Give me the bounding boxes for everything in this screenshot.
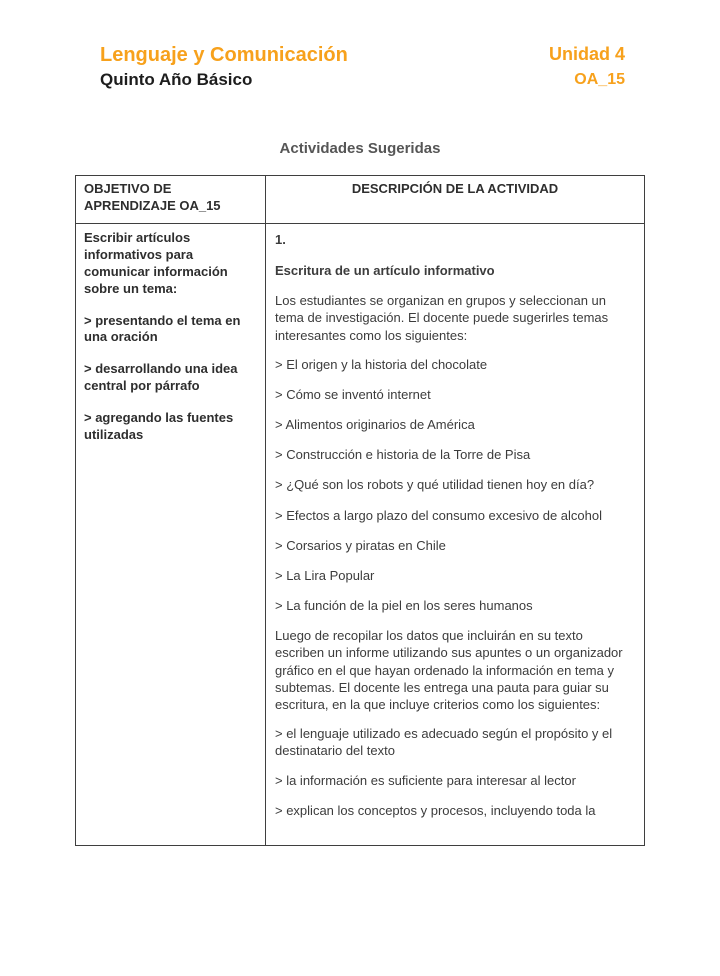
grade-title: Quinto Año Básico: [100, 70, 253, 89]
criteria-item: > explican los conceptos y procesos, incluyendo toda la: [275, 803, 596, 819]
objective-cell: [76, 224, 266, 846]
topic-item: > Cómo se inventó internet: [275, 386, 431, 402]
objective-bullet: > desarrollando una idea central por párrafo: [84, 361, 238, 394]
topic-item: > La Lira Popular: [275, 567, 375, 583]
activity-column-header: DESCRIPCIÓN DE LA ACTIVIDAD: [266, 176, 645, 224]
topic-item: > Alimentos originarios de América: [275, 417, 475, 433]
objective-bullet: > presentando el tema en una oración: [84, 312, 241, 345]
page-title: Actividades Sugeridas: [279, 140, 441, 157]
table-row: [76, 224, 645, 846]
activity-cell: [266, 224, 645, 846]
table-header-row: [76, 176, 645, 224]
document-page: [0, 44, 720, 846]
objective-bullet: > agregando las fuentes utilizadas: [84, 410, 234, 443]
header-left: [100, 44, 348, 90]
oa-label: OA_15: [574, 70, 625, 88]
criteria-item: > el lenguaje utilizado es adecuado según el propósito y el destinatario del texto: [275, 725, 613, 759]
header-right: [549, 44, 625, 89]
criteria-item: > la información es suficiente para interesar al lector: [275, 773, 576, 789]
topic-item: > Construcción e historia de la Torre de Pisa: [275, 447, 531, 463]
course-title: Lenguaje y Comunicación: [100, 44, 348, 66]
topic-item: > Efectos a largo plazo del consumo excesivo de alcohol: [275, 507, 602, 523]
objective-column-header: OBJETIVO DE APRENDIZAJE OA_15: [76, 176, 266, 224]
unit-label: Unidad 4: [548, 44, 625, 64]
activity-intro: Los estudiantes se organizan en grupos y seleccionan un tema de investigación. El docente puede sugerirles temas interesantes como los siguientes:: [275, 293, 609, 343]
topic-item: > Corsarios y piratas en Chile: [275, 537, 446, 553]
topic-item: > ¿Qué son los robots y qué utilidad tienen hoy en día?: [275, 477, 595, 493]
activity-number: 1.: [275, 232, 286, 247]
document-header: [100, 44, 625, 90]
topic-item: > La función de la piel en los seres humanos: [275, 598, 533, 614]
activity-title: Escritura de un artículo informativo: [275, 263, 495, 279]
topic-item: > El origen y la historia del chocolate: [275, 356, 488, 372]
activities-table: [75, 175, 645, 846]
objective-intro: Escribir artículos informativos para comunicar información sobre un tema:: [84, 230, 228, 296]
activity-middle-paragraph: Luego de recopilar los datos que incluirán en su texto escriben un informe utilizando sus apuntes o un organizador gráfico en el que hayan ordenado la información en tema y subtemas. El docente les entrega una pauta para guiar su escritura, en la que incluye criterios como los siguientes:: [275, 628, 623, 712]
